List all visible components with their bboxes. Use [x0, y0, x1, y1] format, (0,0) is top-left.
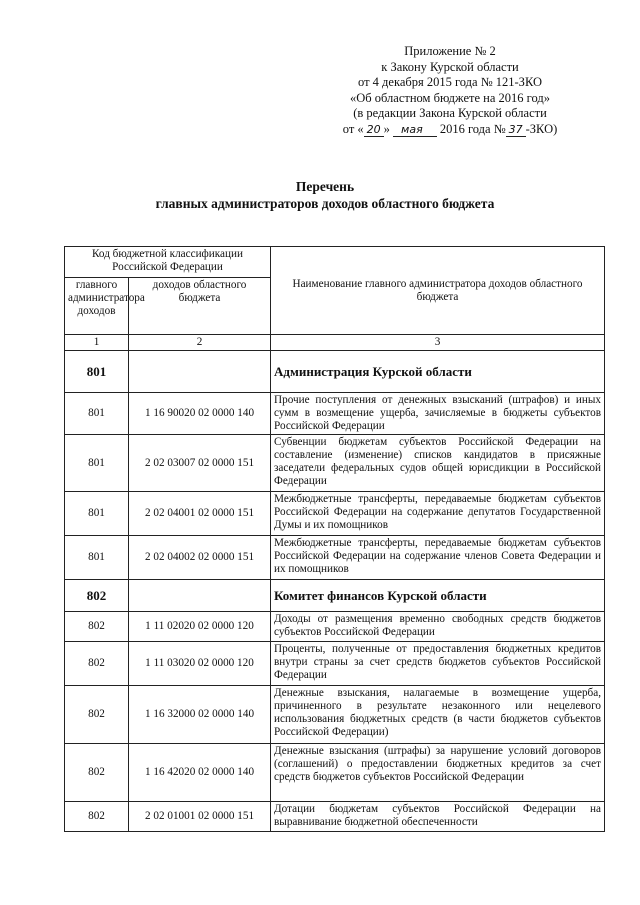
admin-code: 801 [65, 492, 129, 536]
admin-code: 801 [65, 536, 129, 580]
admin-code: 802 [65, 642, 129, 686]
from-prefix: от « [342, 121, 364, 136]
organization-name: Комитет финансов Курской области [271, 580, 605, 612]
law-date: от 4 декабря 2015 года № 121-ЗКО [357, 75, 542, 89]
admin-code: 801 [65, 351, 129, 393]
income-code: 2 02 03007 02 0000 151 [129, 435, 271, 492]
header-administrator-name: Наименование главного администратора доходов областного бюджета [271, 247, 605, 335]
admin-code: 802 [65, 744, 129, 802]
day-close-quote: » [383, 121, 390, 136]
column-number-row [65, 335, 605, 351]
income-name: Дотации бюджетам субъектов Российской Федерации на выравнивание бюджетной обеспеченности [271, 802, 605, 832]
income-code [129, 580, 271, 612]
handwritten-law-number: 37 [506, 123, 526, 137]
appendix-header [300, 44, 600, 137]
title-line-1: Перечень [295, 179, 355, 194]
revision-date-line [300, 122, 600, 138]
income-code: 2 02 04002 02 0000 151 [129, 536, 271, 580]
title-line-2: главных администраторов доходов областного бюджета [155, 196, 495, 211]
table-row [65, 492, 605, 536]
income-name: Денежные взыскания, налагаемые в возмещение ущерба, причиненного в результате незаконного или нецелевого использования бюджетных средств (в части бюджетов субъектов Российской Федерации) [271, 686, 605, 744]
income-name: Денежные взыскания (штрафы) за нарушение условий договоров (соглашений) о предоставлении бюджетных кредитов за счет средств бюджетов субъектов Российской Федерации [271, 744, 605, 802]
table-row [65, 435, 605, 492]
income-name: Межбюджетные трансферты, передаваемые бюджетам субъектов Российской Федерации на содержание членов Совета Федерации и их помощников [271, 536, 605, 580]
admin-code: 802 [65, 686, 129, 744]
income-code: 1 16 32000 02 0000 140 [129, 686, 271, 744]
handwritten-month: мая [393, 123, 437, 137]
appendix-number: Приложение № 2 [404, 44, 496, 58]
year-text: 2016 года № [439, 121, 506, 136]
revision-note: (в редакции Закона Курской области [353, 106, 547, 120]
income-code: 1 11 02020 02 0000 120 [129, 612, 271, 642]
column-number: 2 [129, 335, 271, 351]
income-name: Межбюджетные трансферты, передаваемые бюджетам субъектов Российской Федерации на содержание депутатов Государственной Думы и их помощников [271, 492, 605, 536]
law-suffix: -ЗКО) [525, 121, 558, 136]
admin-code: 802 [65, 802, 129, 832]
header-budget-classification: Код бюджетной классификации Российской Федерации [65, 247, 271, 278]
income-code: 1 16 90020 02 0000 140 [129, 393, 271, 435]
table-row [65, 744, 605, 802]
law-title: «Об областном бюджете на 2016 год» [350, 90, 550, 105]
table-row [65, 536, 605, 580]
table-row [65, 802, 605, 832]
table-row [65, 642, 605, 686]
income-name: Субвенции бюджетам субъектов Российской Федерации на составление (изменение) списков кандидатов в присяжные заседатели федеральных судов общей юрисдикции в Российской Федерации [271, 435, 605, 492]
table-row [65, 612, 605, 642]
income-name: Проценты, полученные от предоставления бюджетных кредитов внутри страны за счет средств бюджетов субъектов Российской Федерации [271, 642, 605, 686]
table-row [65, 580, 605, 612]
admin-code: 801 [65, 393, 129, 435]
document-title [60, 178, 590, 212]
column-number: 1 [65, 335, 129, 351]
income-code: 1 16 42020 02 0000 140 [129, 744, 271, 802]
organization-name: Администрация Курской области [271, 351, 605, 393]
income-code [129, 351, 271, 393]
handwritten-day: 20 [364, 123, 384, 137]
header-budget-income: доходов областного бюджета [129, 278, 271, 335]
table-header-row-1 [65, 247, 605, 278]
income-code: 2 02 01001 02 0000 151 [129, 802, 271, 832]
column-number: 3 [271, 335, 605, 351]
administrators-table [64, 246, 605, 832]
table-row [65, 686, 605, 744]
header-main-administrator: главного администратора доходов [65, 278, 129, 335]
admin-code: 802 [65, 580, 129, 612]
income-code: 1 11 03020 02 0000 120 [129, 642, 271, 686]
admin-code: 801 [65, 435, 129, 492]
admin-code: 802 [65, 612, 129, 642]
table-row [65, 393, 605, 435]
income-name: Доходы от размещения временно свободных средств бюджетов субъектов Российской Федерации [271, 612, 605, 642]
income-name: Прочие поступления от денежных взысканий (штрафов) и иных сумм в возмещение ущерба, зачисляемые в бюджеты субъектов Российской Федерации [271, 393, 605, 435]
income-code: 2 02 04001 02 0000 151 [129, 492, 271, 536]
law-reference: к Закону Курской области [381, 59, 519, 74]
table-row [65, 351, 605, 393]
